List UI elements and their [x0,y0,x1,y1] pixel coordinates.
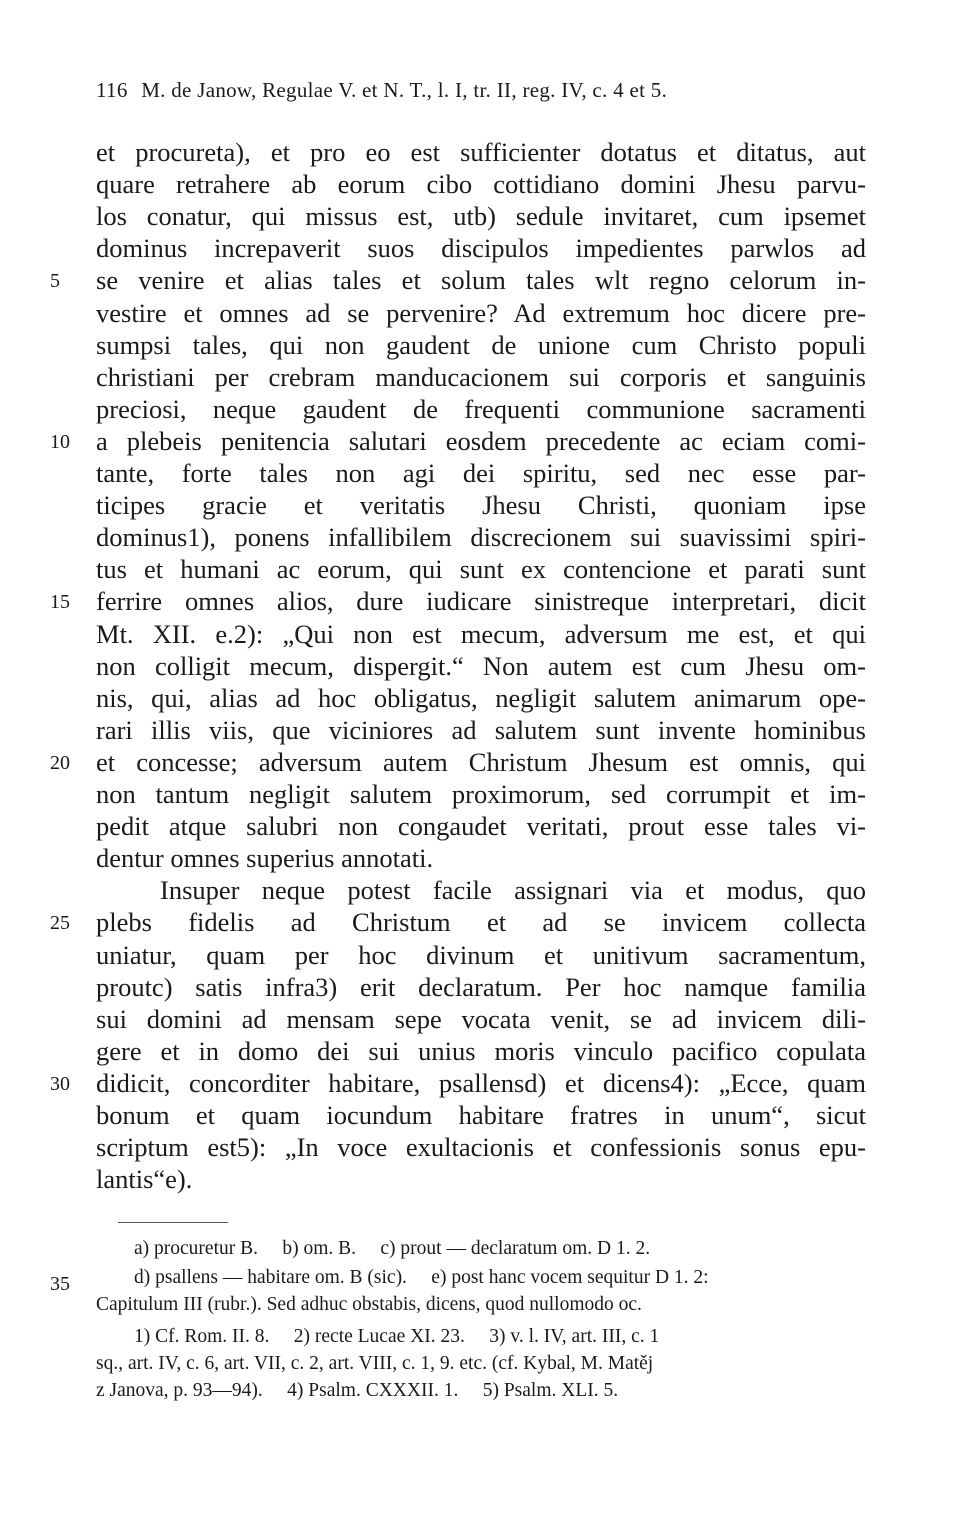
footnote-line: sq., art. IV, c. 6, art. VII, c. 2, art. VIII, c. 1, 9. etc. (cf. Kybal, M. Matěj [96,1353,654,1374]
text-line: proutc) satis infra3) erit declaratum. Per hoc namque familia [96,971,866,1002]
footnote-line: 1) Cf. Rom. II. 8. 2) recte Lucae XI. 23. 3) v. l. IV, art. III, c. 1 [134,1326,660,1347]
text-line: non tantum negligit salutem proximorum, sed corrumpit et im- [96,779,866,809]
footnote-line: z Janova, p. 93—94). 4) Psalm. CXXXII. 1. 5) Psalm. XLI. 5. [96,1380,619,1401]
text-line: scriptum est5): „In voce exultacionis et confessionis sonus epu- [96,1132,866,1163]
line-number: 10 [50,430,70,453]
text-line: et concesse; adversum autem Christum Jhesum est omnis, qui [96,746,866,777]
line-number: 35 [50,1273,70,1295]
text-line: sui domini ad mensam sepe vocata venit, se ad invicem dili- [96,1003,866,1034]
page-number: 116 [96,78,128,102]
text-line: et procureta), et pro eo est sufficienter dotatus et ditatus, aut [96,137,866,167]
line-number: 20 [50,751,70,774]
text-line: preciosi, neque gaudent de frequenti communione sacramenti [96,393,866,424]
text-line: pedit atque salubri non congaudet veritati, prout esse tales vi- [96,811,866,842]
running-title: M. de Janow, Regulae V. et N. T., l. I, tr. II, reg. IV, c. 4 et 5. [141,78,668,102]
footnote-divider [118,1222,228,1223]
text-line: gere et in domo dei sui unius moris vinculo pacifico copulata [96,1035,866,1066]
text-line: sumpsi tales, qui non gaudent de unione cum Christo populi [96,329,866,360]
running-header [96,78,856,103]
text-line: vestire et omnes ad se pervenire? Ad extremum hoc dicere pre- [96,297,866,328]
text-line: rari illis viis, que viciniores ad salutem sunt invente hominibus [96,714,866,745]
text-line: los conatur, qui missus est, utb) sedule invitaret, cum ipsemet [96,201,866,232]
line-number: 15 [50,591,70,614]
text-line: dominus increpaverit suos discipulos impedientes parwlos ad [96,233,866,264]
line-number: 30 [50,1072,70,1095]
text-line: bonum et quam iocundum habitare fratres in unum“, sicut [96,1100,866,1130]
text-line: didicit, concorditer habitare, psallensd) et dicens4): „Ecce, quam [96,1067,866,1098]
text-line: ferrire omnes alios, dure iudicare sinistreque interpretari, dicit [96,586,866,617]
text-line: christiani per crebram manducacionem sui corporis et sanguinis [96,361,866,392]
text-line: lantis“e). [96,1164,193,1195]
text-line: dominus1), ponens infallibilem discrecionem sui suavissimi spiri- [96,522,866,553]
text-line: Mt. XII. e.2): „Qui non est mecum, adversum me est, et qui [96,618,866,649]
text-line: quare retrahere ab eorum cibo cottidiano domini Jhesu parvu- [96,169,866,200]
text-line: uniatur, quam per hoc divinum et unitivum sacramentum, [96,939,866,970]
text-line: a plebeis penitencia salutari eosdem precedente ac eciam comi- [96,425,866,456]
footnote-line: Capitulum III (rubr.). Sed adhuc obstabis, dicens, quod nullomodo oc. [96,1294,642,1315]
footnote-line: a) procuretur B. b) om. B. c) prout — declaratum om. D 1. 2. [134,1238,651,1259]
text-line: nis, qui, alias ad hoc obligatus, negligit salutem animarum ope- [96,682,866,713]
line-number: 25 [50,912,70,935]
footnote-line: d) psallens — habitare om. B (sic). e) post hanc vocem sequitur D 1. 2: [134,1267,709,1288]
text-line: tus et humani ac eorum, qui sunt ex contencione et parati sunt [96,554,866,585]
text-line: se venire et alias tales et solum tales wlt regno celorum in- [96,265,866,296]
text-line: plebs fidelis ad Christum et ad se invicem collecta [96,907,866,938]
text-line: non colligit mecum, dispergit.“ Non autem est cum Jhesu om- [96,650,866,681]
text-line: Insuper neque potest facile assignari via et modus, quo [160,875,866,906]
text-line: ticipes gracie et veritatis Jhesu Christi, quoniam ipse [96,490,866,521]
text-line: tante, forte tales non agi dei spiritu, sed nec esse par- [96,458,866,488]
line-number: 5 [50,270,60,293]
text-line: dentur omnes superius annotati. [96,843,434,874]
